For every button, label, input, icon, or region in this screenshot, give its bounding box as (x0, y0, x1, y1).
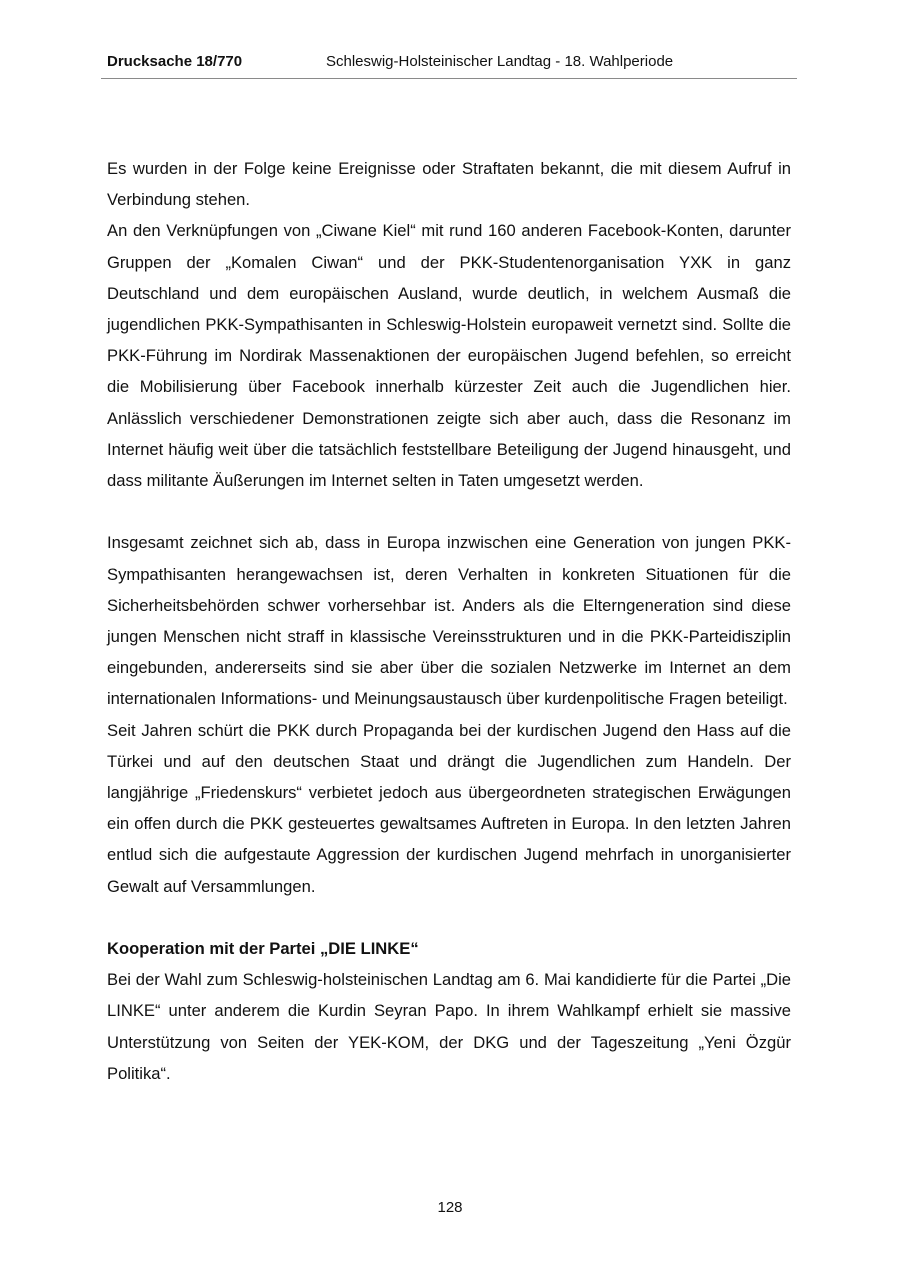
paragraph-facebook-vernetzung: An den Verknüpfungen von „Ciwane Kiel“ mit rund 160 anderen Facebook-Konten, darunter Gruppen der „Komalen Ciwan“ und der PKK-Studentenorganisation YXK in ganz Deutschland und dem europäischen Ausland, wurde deutlich, in welchem Ausmaß die jugendlichen PKK-Sympathisanten in Schleswig-Holstein europaweit vernetzt sind. Sollte die PKK-Führung im Nordirak Massenaktionen der europäischen Jugend befehlen, so erreicht die Mobilisierung über Facebook innerhalb kürzester Zeit auch die Jugendlichen hier. Anlässlich verschiedener Demonstrationen zeigte sich aber auch, dass die Resonanz im Internet häufig weit über die tatsächlich feststellbare Beteiligung der Jugend hinausgeht, und dass militante Äußerungen im Internet selten in Taten umgesetzt werden. (107, 221, 791, 491)
section-heading: Kooperation mit der Partei „DIE LINKE“ (107, 939, 419, 959)
paragraph-aufruf: Es wurden in der Folge keine Ereignisse oder Straftaten bekannt, die mit diesem Aufruf in Verbindung stehen. (107, 159, 791, 210)
document-number: Drucksache 18/770 (107, 53, 243, 70)
paragraph-propaganda: Seit Jahren schürt die PKK durch Propaganda bei der kurdischen Jugend den Hass auf die Türkei und auf den deutschen Staat und drängt die Jugendlichen zum Handeln. Der langjährige „Friedenskurs“ verbietet jedoch aus übergeordneten strategischen Erwägungen ein offen durch die PKK gesteuertes gewaltsames Auftreten in Europa. In den letzten Jahren entlud sich die aufgestaute Aggression der kurdischen Jugend mehrfach in unorganisierter Gewalt auf Versammlungen. (107, 720, 791, 896)
page-number: 128 (437, 1199, 463, 1216)
paragraph-wahl: Bei der Wahl zum Schleswig-holsteinischen Landtag am 6. Mai kandidierte für die Partei „Die LINKE“ unter anderem die Kurdin Seyran Papo. In ihrem Wahlkampf erhielt sie massive Unterstützung von Seiten der YEK-KOM, der DKG und der Tageszeitung „Yeni Özgür Politika“. (107, 970, 791, 1083)
document-body (107, 153, 791, 1089)
paragraph-generation: Insgesamt zeichnet sich ab, dass in Europa inzwischen eine Generation von jungen PKK-Sympathisanten herangewachsen ist, deren Verhalten in konkreten Situationen für die Sicherheitsbehörden schwer vorhersehbar ist. Anders als die Elterngeneration sind diese jungen Menschen nicht straff in klassische Vereinsstrukturen und in die PKK-Parteidisziplin eingebunden, andererseits sind sie aber über die sozialen Netzwerke im Internet an dem internationalen Informations- und Meinungsaustausch über kurdenpolitische Fragen beteiligt. (107, 533, 791, 709)
paragraph-spacer (107, 496, 791, 527)
page-header (101, 52, 797, 79)
document-header-title: Schleswig-Holsteinischer Landtag - 18. Wahlperiode (326, 53, 674, 70)
paragraph-spacer (107, 902, 791, 933)
